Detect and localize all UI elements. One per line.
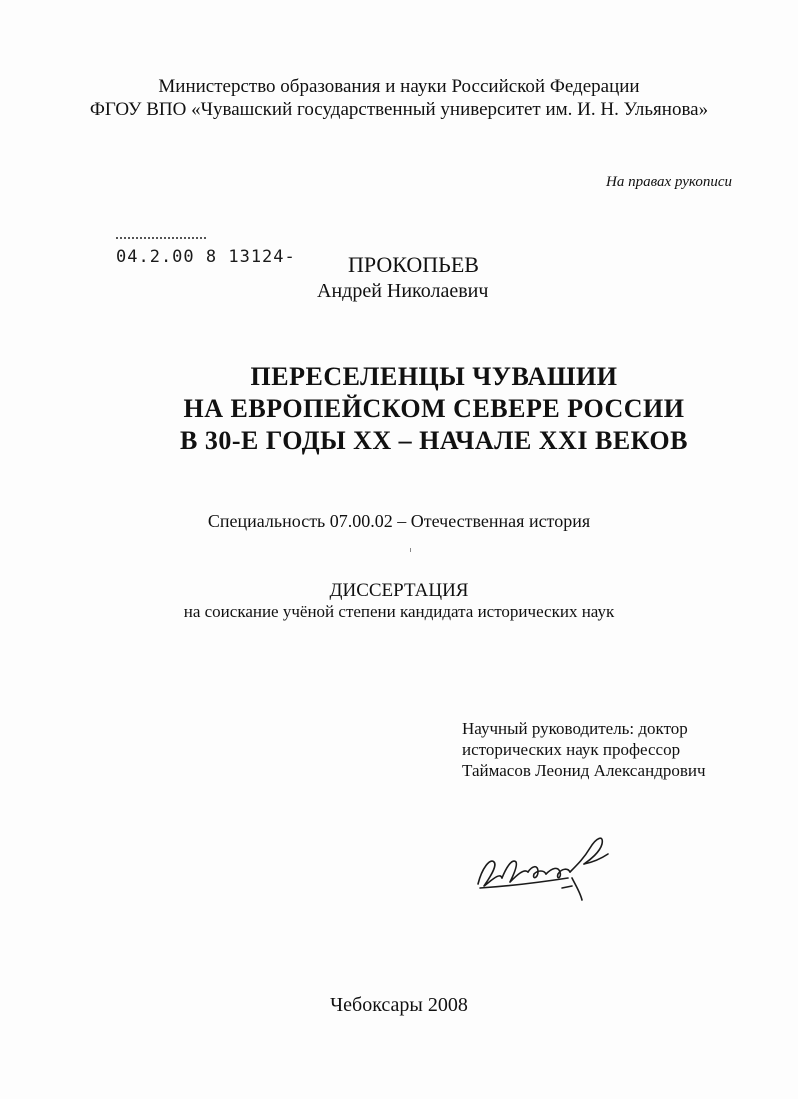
specialty-line: Специальность 07.00.02 – Отечественная история — [207, 511, 591, 531]
thesis-title-line-1: ПЕРЕСЕЛЕНЦЫ ЧУВАШИИ — [250, 362, 618, 391]
handwritten-signature — [472, 828, 632, 908]
author-given-names: Андрей Николаевич — [317, 280, 489, 302]
scan-mark — [410, 548, 415, 552]
thesis-title-line-3: В 30-Е ГОДЫ XX – НАЧАЛЕ XXI ВЕКОВ — [180, 426, 688, 455]
manuscript-note: На правах рукописи — [606, 174, 732, 190]
author-surname: ПРОКОПЬЕВ — [348, 252, 479, 277]
advisor-line-3: Таймасов Леонид Александрович — [462, 761, 706, 780]
university-line: ФГОУ ВПО «Чувашский государственный университет им. И. Н. Ульянова» — [89, 99, 709, 120]
ministry-line: Министерство образования и науки Российской Федерации — [158, 76, 640, 97]
thesis-title-line-2: НА ЕВРОПЕЙСКОМ СЕВЕРЕ РОССИИ — [183, 394, 685, 423]
registration-stamp: 04.2.00 8 13124- — [116, 247, 296, 267]
degree-line: на соискание учёной степени кандидата исторических наук — [183, 602, 615, 621]
city-year: Чебоксары 2008 — [330, 994, 468, 1016]
advisor-line-2: исторических наук профессор — [462, 740, 681, 759]
advisor-line-1: Научный руководитель: доктор — [462, 719, 688, 738]
document-type: ДИССЕРТАЦИЯ — [329, 580, 469, 601]
stamp-dots — [116, 237, 206, 243]
